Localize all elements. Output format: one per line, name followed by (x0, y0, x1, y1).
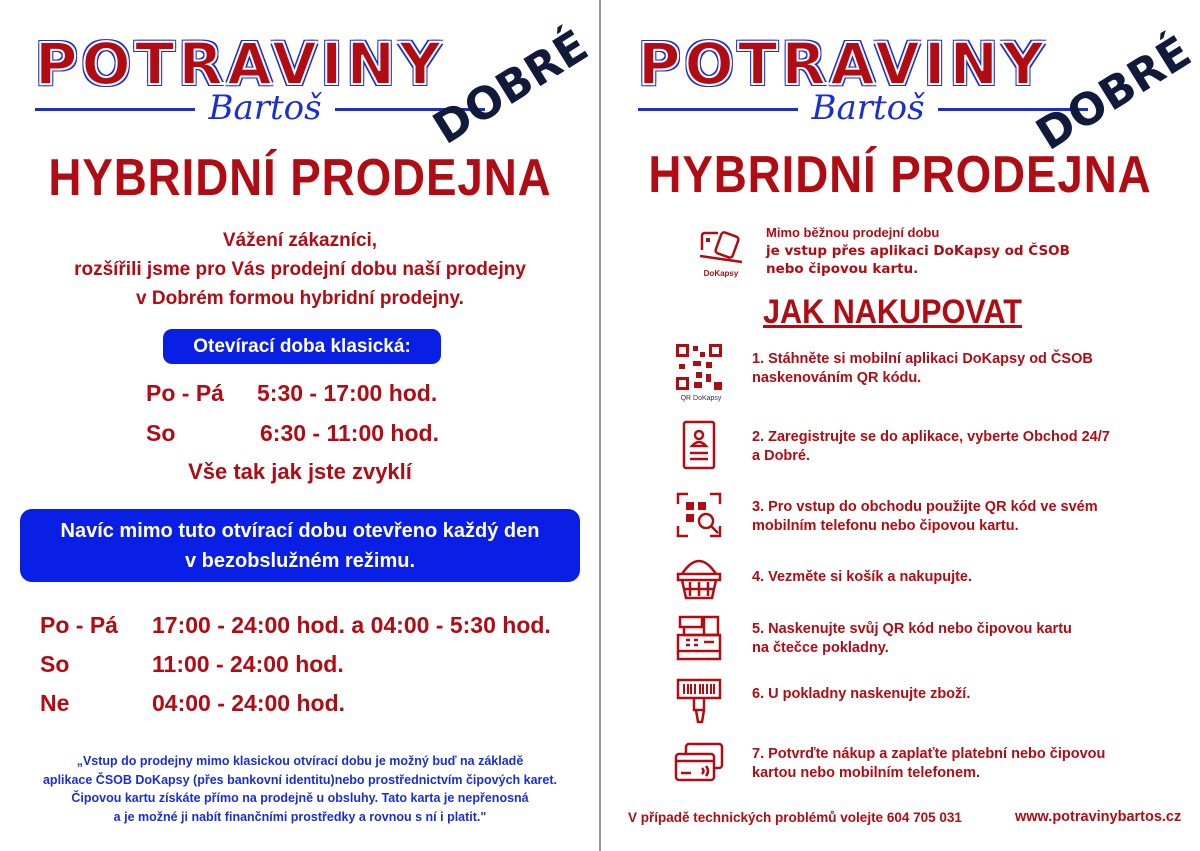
step-line: 3. Pro vstup do obchodu použijte QR kód ve svém (752, 499, 1098, 515)
step-line: 4. Vezměte si košík a nakupujte. (752, 569, 973, 585)
right-poster (600, 0, 1200, 851)
step-5 (752, 620, 1072, 658)
step-line: 7. Potvrďte nákup a zaplaťte platební nebo čipovou (752, 746, 1106, 762)
classic-note: Vše tak jak jste zvyklí (188, 459, 412, 484)
registration-form-icon (674, 420, 724, 470)
logo-line (638, 108, 798, 111)
cards-icon (696, 228, 746, 264)
time: 6:30 - 11:00 hod. (260, 420, 439, 446)
intro-text (0, 226, 600, 313)
footnote-line: Čipovou kartu získáte přímo na prodejně u obsluhy. Tato karta je nepřenosná (71, 791, 529, 805)
step-line: 2. Zaregistrujte se do aplikace, vyberte Obchod 24/7 (752, 429, 1110, 445)
time: 11:00 - 24:00 hod. (152, 651, 344, 677)
website-link[interactable]: www.potravinybartos.cz (1015, 809, 1182, 825)
qr-code-icon (676, 344, 726, 402)
how-to-heading: JAK NAKUPOVAT (763, 293, 1022, 331)
logo-brand: POTRAVINY (35, 30, 445, 98)
footnote-line: „Vstup do prodejny mimo klasickou otvírací dobu je možný buď na základě (76, 754, 524, 768)
classic-hours-label: Otevírací doba klasická: (163, 329, 441, 364)
support-phone: V případě technických problémů volejte 604 705 031 (628, 810, 962, 825)
step-line: 6. U pokladny naskenujte zboží. (752, 686, 971, 702)
step-3 (752, 498, 1098, 536)
footnote-line: aplikace ČSOB DoKapsy (přes bankovní identitu)nebo prostřednictvím čipových karet. (42, 772, 557, 787)
footnote-line: a je možné ji nabít finančními prostředky a rovnou s ní i platit." (113, 809, 487, 824)
logo-brand: POTRAVINY (638, 30, 1048, 98)
logo-line (35, 108, 195, 111)
time: 04:00 - 24:00 hod. (152, 690, 346, 716)
step-4 (752, 568, 972, 587)
step-7 (752, 745, 1105, 783)
page-title: HYBRIDNÍ PRODEJNA (648, 146, 1152, 204)
logo-script: Bartoš (811, 88, 925, 128)
info-line: je vstup přes aplikaci DoKapsy od ČSOB (766, 243, 1070, 259)
step-6 (752, 685, 970, 704)
page-title: HYBRIDNÍ PRODEJNA (48, 149, 552, 207)
cash-register-icon (674, 613, 724, 663)
step-line: a Dobré. (752, 448, 811, 464)
location-label: DOBRÉ (1027, 26, 1200, 161)
dokapsy-logo (696, 228, 746, 278)
time: 5:30 - 17:00 hod. (257, 380, 438, 406)
days: So (146, 420, 176, 446)
banner-line: v bezobslužném režimu. (184, 550, 416, 572)
extra-hours-banner (20, 509, 580, 582)
intro-line: rozšířili jsme pro Vás prodejní dobu naší prodejny (74, 259, 526, 280)
days: Po - Pá (146, 380, 224, 406)
step-line: 1. Stáhněte si mobilní aplikaci DoKapsy od ČSOB (752, 351, 1093, 367)
step-line: 5. Naskenujte svůj QR kód nebo čipovou kartu (752, 621, 1072, 637)
qr-label: QR DoKapsy (680, 395, 722, 402)
days: So (40, 651, 70, 677)
qr-scan-icon (674, 490, 724, 540)
entry-info (766, 224, 1070, 278)
step-line: na čtečce pokladny. (752, 640, 889, 656)
step-1 (752, 350, 1093, 388)
basket-icon (674, 552, 724, 602)
intro-line: Vážení zákazníci, (222, 230, 378, 251)
days: Po - Pá (40, 612, 118, 638)
step-line: naskenováním QR kódu. (752, 370, 922, 386)
time: 17:00 - 24:00 hod. a 04:00 - 5:30 hod. (152, 612, 551, 638)
info-line: nebo čipovou kartu. (766, 261, 919, 277)
payment-card-icon (674, 740, 724, 790)
dokapsy-label: DoKapsy (703, 269, 739, 278)
footnote (0, 752, 600, 826)
days: Ne (40, 690, 70, 716)
step-2 (752, 428, 1110, 466)
location-label: DOBRÉ (424, 20, 597, 155)
step-line: kartou nebo mobilním telefonem. (752, 765, 980, 781)
intro-line: v Dobrém formou hybridní prodejny. (136, 288, 464, 309)
barcode-scanner-icon (674, 676, 724, 726)
info-line: Mimo běžnou prodejní dobu (766, 225, 940, 240)
step-line: mobilním telefonu nebo čipovou kartu. (752, 518, 1019, 534)
logo-script: Bartoš (208, 88, 322, 128)
banner-line: Navíc mimo tuto otvírací dobu otevřeno každý den (60, 520, 540, 542)
